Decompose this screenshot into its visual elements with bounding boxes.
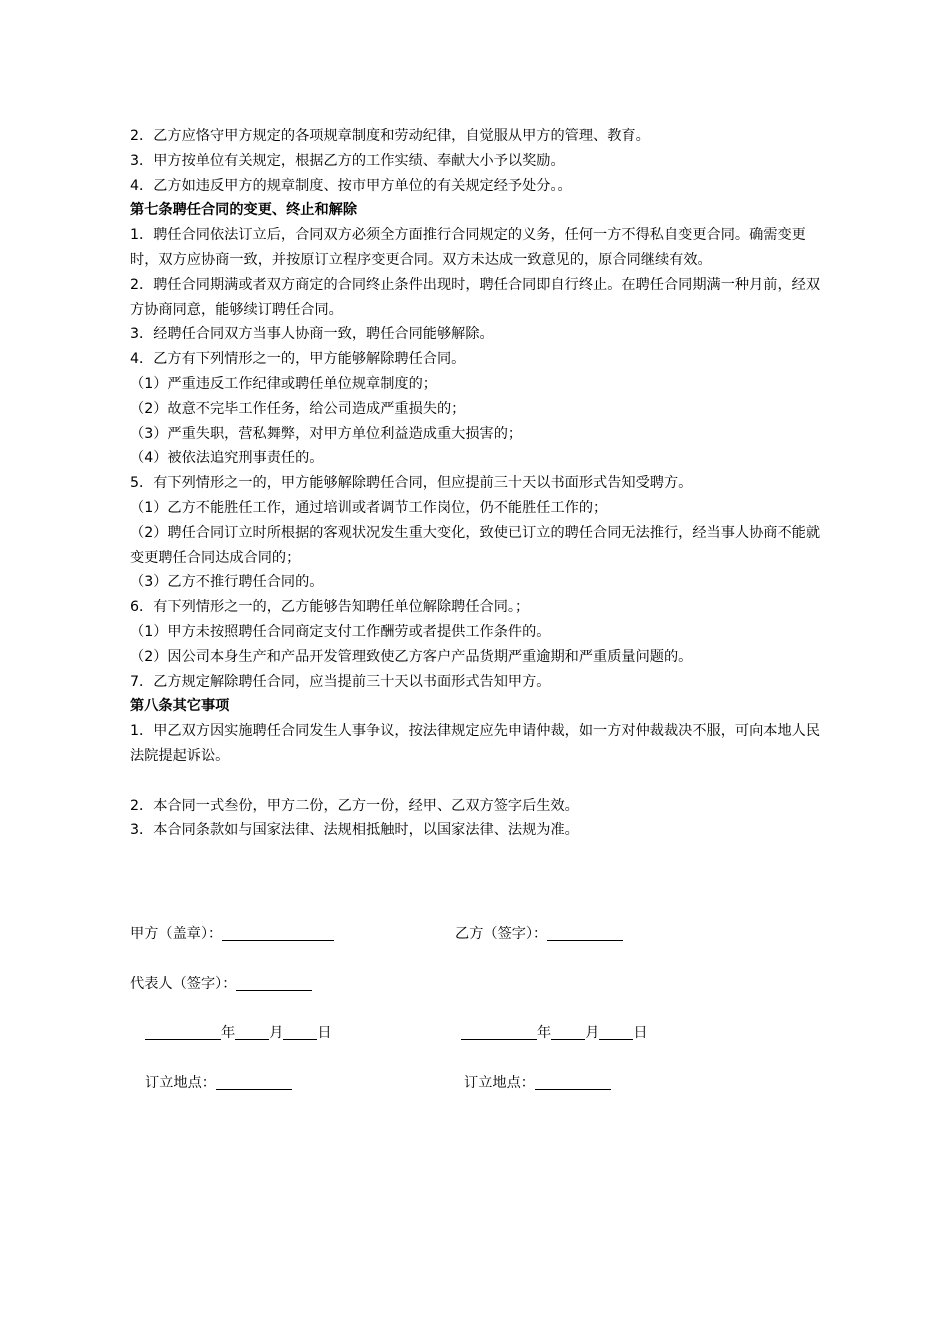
place-blank[interactable] — [535, 1073, 611, 1090]
year-blank[interactable] — [461, 1023, 537, 1040]
clause-paragraph: 3．甲方按单位有关规定，根据乙方的工作实绩、奉献大小予以奖励。 — [130, 152, 565, 169]
sub-clause: （2）因公司本身生产和产品开发管理致使乙方客户产品货期严重逾期和严重质量问题的。 — [130, 648, 693, 665]
sub-clause: （3）乙方不推行聘任合同的。 — [130, 574, 324, 591]
sub-clause: （3）严重失职，营私舞弊，对甲方单位利益造成重大损害的； — [130, 425, 523, 442]
section-heading-article-8: 第八条其它事项 — [130, 698, 230, 715]
section-heading-article-7: 第七条聘任合同的变更、终止和解除 — [130, 202, 358, 219]
party-b-date — [461, 1023, 648, 1043]
clause-paragraph: 5．有下列情形之一的，甲方能够解除聘任合同，但应提前三十天以书面形式告知受聘方。 — [130, 475, 693, 492]
clause-paragraph: 3．本合同条款如与国家法律、法规相抵触时，以国家法律、法规为准。 — [130, 822, 579, 839]
place-label: 订立地点： — [145, 1075, 216, 1091]
year-label: 年 — [221, 1025, 236, 1041]
sub-clause: （1）严重违反工作纪律或聘任单位规章制度的； — [130, 375, 437, 392]
party-a-label: 甲方（盖章）： — [130, 926, 223, 942]
party-a-signature-line[interactable] — [222, 924, 334, 941]
sub-clause: （4）被依法追究刑事责任的。 — [130, 450, 324, 467]
party-b-place — [464, 1073, 611, 1093]
party-a-date — [145, 1023, 332, 1043]
place-label: 订立地点： — [464, 1075, 535, 1091]
sub-clause: （2）聘任合同订立时所根据的客观状况发生重大变化，致使已订立的聘任合同无法推行，经当事人协商不能就变更聘任合同达成合同的； — [130, 524, 821, 566]
year-blank[interactable] — [145, 1023, 221, 1040]
clause-paragraph: 4．乙方如违反甲方的规章制度、按市甲方单位的有关规定经予处分。。 — [130, 177, 572, 194]
representative-signature-line[interactable] — [236, 974, 312, 991]
party-b-signature-line[interactable] — [547, 924, 623, 941]
day-blank[interactable] — [599, 1023, 633, 1040]
clause-paragraph: 6．有下列情形之一的，乙方能够告知聘任单位解除聘任合同。； — [130, 599, 530, 616]
clause-paragraph: 1．聘任合同依法订立后，合同双方必须全方面推行合同规定的义务，任何一方不得私自变更合同。确需变更时，双方应协商一致，并按原订立程序变更合同。双方未达成一致意见的，原合同继续有效。 — [130, 227, 806, 268]
day-blank[interactable] — [283, 1023, 317, 1040]
clause-paragraph: 3．经聘任合同双方当事人协商一致，聘任合同能够解除。 — [130, 326, 494, 343]
month-blank[interactable] — [235, 1023, 269, 1040]
clause-paragraph: 4．乙方有下列情形之一的，甲方能够解除聘任合同。 — [130, 351, 466, 368]
clause-paragraph: 7．乙方规定解除聘任合同，应当提前三十天以书面形式告知甲方。 — [130, 673, 551, 690]
month-blank[interactable] — [551, 1023, 585, 1040]
clause-paragraph: 2．本合同一式叁份，甲方二份，乙方一份，经甲、乙双方签字后生效。 — [130, 797, 579, 814]
party-b-signature — [455, 924, 623, 944]
place-blank[interactable] — [216, 1073, 292, 1090]
day-label: 日 — [317, 1025, 332, 1041]
sub-clause: （1）乙方不能胜任工作，通过培训或者调节工作岗位，仍不能胜任工作的； — [130, 499, 608, 516]
sub-clause: （2）故意不完毕工作任务，给公司造成严重损失的； — [130, 400, 466, 417]
party-b-label: 乙方（签字）： — [455, 926, 548, 942]
day-label: 日 — [633, 1025, 648, 1041]
representative-signature — [130, 974, 312, 994]
blank-line — [130, 769, 830, 794]
sub-clause: （1）甲方未按照聘任合同商定支付工作酬劳或者提供工作条件的。 — [130, 623, 551, 640]
clause-paragraph: 2．聘任合同期满或者双方商定的合同终止条件出现时，聘任合同即自行终止。在聘任合同期满一种月前，经双方协商同意，能够续订聘任合同。 — [130, 276, 821, 318]
party-a-signature — [130, 924, 334, 944]
month-label: 月 — [269, 1025, 284, 1041]
contract-body — [130, 124, 830, 843]
clause-paragraph: 1．甲乙双方因实施聘任合同发生人事争议，按法律规定应先申请仲裁，如一方对仲裁裁决不服，可向本地人民法院提起诉讼。 — [130, 723, 821, 764]
month-label: 月 — [585, 1025, 600, 1041]
representative-label: 代表人（签字）： — [130, 976, 237, 992]
party-a-place — [145, 1073, 292, 1093]
clause-paragraph: 2．乙方应恪守甲方规定的各项规章制度和劳动纪律，自觉服从甲方的管理、教育。 — [130, 128, 650, 144]
year-label: 年 — [537, 1025, 552, 1041]
